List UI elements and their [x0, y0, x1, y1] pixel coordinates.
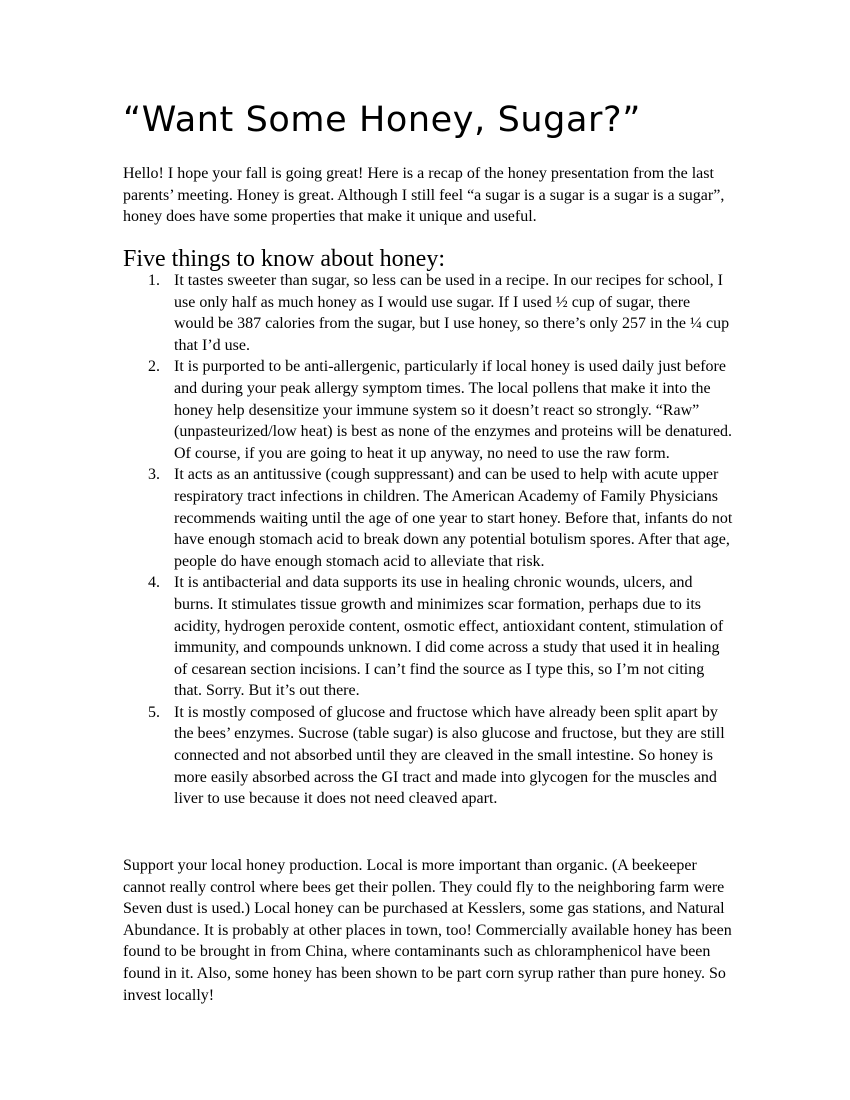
list-item-number: 4.: [148, 574, 160, 592]
list-item: [123, 270, 733, 356]
list-item: [123, 702, 733, 810]
list-item-text: It acts as an antitussive (cough suppressant) and can be used to help with acute upper respiratory tract infections in children. The American Academy of Family Physicians recommends waiting until the age of one year to start honey. Before that, infants do not have enough stomach acid to break down any potential botulism spores. After that age, people do have enough stomach acid to alleviate that risk.: [174, 466, 733, 570]
closing-paragraph: Support your local honey production. Local is more important than organic. (A beekeeper cannot really control where bees get their pollen. They could fly to the neighboring farm were Seven dust is used.) Local honey can be purchased at Kesslers, some gas stations, and Natural Abundance. It is probably at other places in town, too! Commercially available honey has been found to be brought in from China, where contaminants such as chloramphenicol have been found in it. Also, some honey has been shown to be part corn syrup rather than pure honey. So invest locally!: [123, 857, 732, 1004]
facts-list: [123, 270, 733, 810]
intro-paragraph: Hello! I hope your fall is going great! Here is a recap of the honey presentation from the last parents’ meeting. Honey is great. Although I still feel “a sugar is a sugar is a sugar is a sugar”, honey does have some properties that make it unique and useful.: [123, 165, 725, 226]
list-item-number: 1.: [148, 272, 160, 289]
list-item-number: 5.: [148, 703, 160, 721]
list-item-text: It is purported to be anti-allergenic, particularly if local honey is used daily just before and during your peak allergy symptom times. The local pollens that make it into the honey help desensitize your immune system so it doesn’t react so strongly. “Raw” (unpasteurized/low heat) is best as none of the enzymes and proteins will be denatured. Of course, if you are going to heat it up anyway, no need to use the raw form.: [174, 358, 733, 462]
list-item-text: It is mostly composed of glucose and fructose which have already been split apart by the bees’ enzymes. Sucrose (table sugar) is also glucose and fructose, but they are still connected and not absorbed until they are cleaved in the small intestine. So honey is more easily absorbed across the GI tract and made into glycogen for the muscles and liver to use because it does not need cleaved apart.: [174, 703, 725, 808]
list-item-text: It is antibacterial and data supports its use in healing chronic wounds, ulcers, and burns. It stimulates tissue growth and minimizes scar formation, perhaps due to its acidity, hydrogen peroxide content, osmotic effect, antioxidant content, stimulation of immunity, and compounds unknown. I did come across a study that used it in healing of cesarean section incisions. I can’t find the source as I type this, so I’m not citing that. Sorry. But it’s out there.: [174, 574, 724, 700]
list-item-text: It tastes sweeter than sugar, so less can be used in a recipe. In our recipes for school, I use only half as much honey as I would use sugar. If I used ½ cup of sugar, there would be 387 calories from the sugar, but I use honey, so there’s only 257 in the ¼ cup that I’d use.: [174, 272, 730, 354]
list-item-number: 2.: [148, 358, 160, 376]
document-title: “Want Some Honey, Sugar?”: [123, 100, 641, 140]
list-item: [123, 572, 733, 702]
section-heading: Five things to know about honey:: [123, 246, 445, 272]
list-item: [123, 356, 733, 464]
list-item: [123, 464, 733, 572]
list-item-number: 3.: [148, 466, 160, 484]
